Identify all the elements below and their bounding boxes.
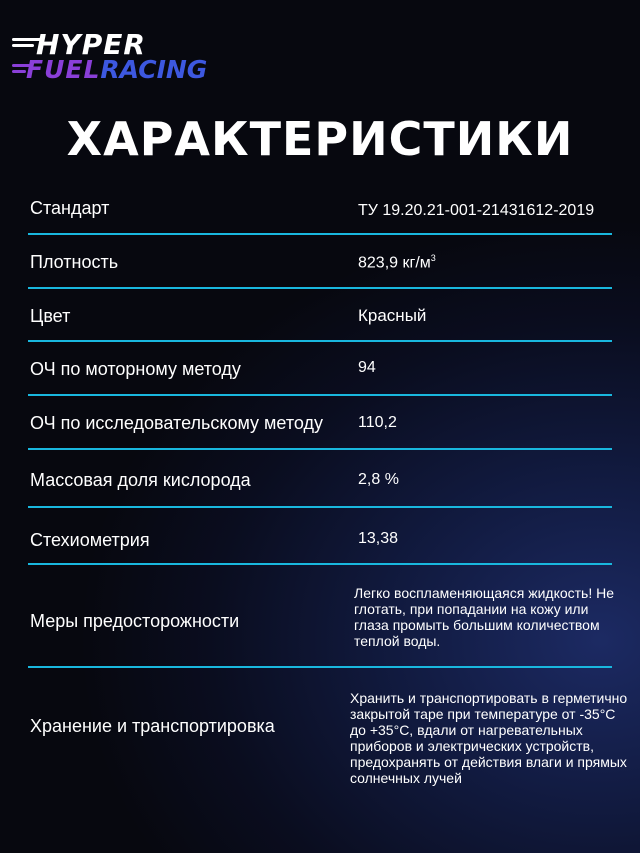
spec-row-standard (28, 185, 612, 235)
brand-logo (12, 30, 262, 86)
spec-value: Легко воспламеняющаяся жидкость! Не глотать, при попадании на кожу или глаза промыть большим количеством теплой воды. (354, 585, 615, 649)
spec-row-mon (28, 342, 612, 396)
spec-value: ТУ 19.20.21-001-21431612-2019 (358, 202, 595, 219)
page-title: ХАРАКТЕРИСТИКИ (66, 112, 574, 166)
logo-fuel: FUEL (26, 55, 101, 84)
spec-label: Цвет (30, 306, 71, 326)
spec-value: 823,9 кг/м (358, 254, 431, 272)
spec-value: 110,2 (358, 414, 397, 431)
spec-label: ОЧ по исследовательскому методу (30, 413, 323, 433)
spec-row-color (28, 289, 612, 342)
logo-racing: RACING (100, 55, 208, 84)
spec-value: 2,8 % (358, 471, 399, 488)
spec-row-density (28, 235, 612, 289)
spec-row-stoichiometry (28, 508, 612, 565)
spec-label: Хранение и транспортировка (30, 716, 275, 736)
spec-value: Хранить и транспортировать в герметично закрытой таре при температуре от -35°C до +35°C, вдали от нагревательных приборов и электрических устройств, предохранять от действия влаги и прямых солнечных лучей (350, 690, 628, 786)
spec-row-oxygen (28, 450, 612, 508)
specs-table (28, 185, 628, 808)
spec-label: ОЧ по моторному методу (30, 359, 241, 379)
spec-label: Массовая доля кислорода (30, 470, 251, 490)
logo-speed-line (12, 44, 34, 47)
spec-label: Меры предосторожности (30, 611, 240, 631)
spec-value-superscript: 3 (430, 253, 436, 263)
spec-value-density (358, 253, 436, 272)
spec-value: 94 (358, 359, 376, 376)
spec-label: Стехиометрия (30, 530, 150, 550)
spec-row-storage (28, 668, 628, 808)
spec-value: 13,38 (358, 530, 399, 547)
spec-row-ron (28, 396, 612, 450)
logo-speed-line (12, 70, 26, 73)
spec-row-precautions (28, 565, 615, 668)
spec-label: Стандарт (30, 198, 110, 218)
spec-label: Плотность (30, 252, 119, 272)
spec-value: Красный (358, 306, 427, 325)
logo-hyper: HYPER (36, 28, 146, 61)
logo-fuel-racing (26, 56, 207, 84)
